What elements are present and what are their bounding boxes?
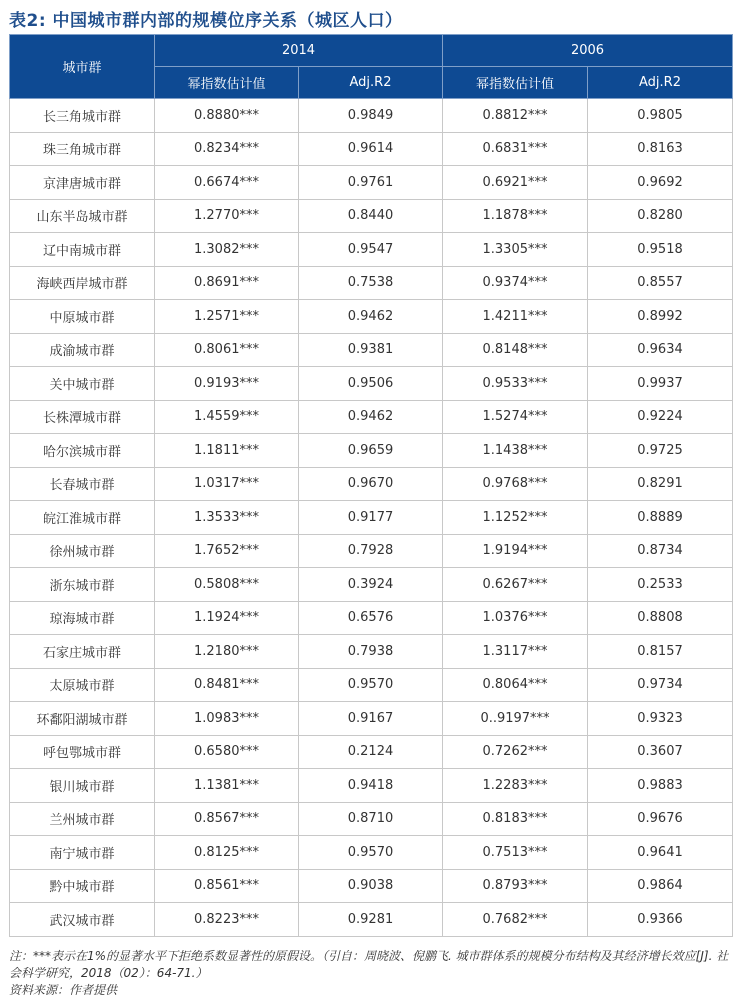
adjr2-2006-cell: 0.8291	[588, 467, 733, 501]
adjr2-2014-cell: 0.9670	[299, 467, 443, 501]
city-name-cell: 辽中南城市群	[10, 233, 155, 267]
table-row	[10, 300, 733, 334]
city-name-cell: 京津唐城市群	[10, 166, 155, 200]
adjr2-2014-cell: 0.9462	[299, 400, 443, 434]
exponent-2014-cell: 0.6674***	[155, 166, 299, 200]
adjr2-2014-cell: 0.9506	[299, 367, 443, 401]
exponent-2014-cell: 0.8561***	[155, 869, 299, 903]
source-note: 资料来源：作者提供	[9, 983, 118, 997]
adjr2-2006-cell: 0.8992	[588, 300, 733, 334]
adjr2-2006-cell: 0.8889	[588, 501, 733, 535]
adjr2-2014-cell: 0.9547	[299, 233, 443, 267]
adjr2-2014-cell: 0.9281	[299, 903, 443, 937]
adjr2-2014-cell: 0.7538	[299, 266, 443, 300]
exponent-2006-cell: 1.1438***	[443, 434, 588, 468]
adjr2-2006-cell: 0.9725	[588, 434, 733, 468]
adjr2-2014-cell: 0.8440	[299, 199, 443, 233]
exponent-2006-cell: 0..9197***	[443, 702, 588, 736]
exponent-2014-cell: 1.4559***	[155, 400, 299, 434]
city-name-cell: 南宁城市群	[10, 836, 155, 870]
city-name-cell: 银川城市群	[10, 769, 155, 803]
table-row	[10, 501, 733, 535]
exponent-2014-cell: 1.7652***	[155, 534, 299, 568]
adjr2-2014-cell: 0.9659	[299, 434, 443, 468]
table-row	[10, 199, 733, 233]
exponent-2006-cell: 1.2283***	[443, 769, 588, 803]
city-name-cell: 武汉城市群	[10, 903, 155, 937]
adjr2-2014-cell: 0.9038	[299, 869, 443, 903]
exponent-2006-cell: 0.8183***	[443, 802, 588, 836]
exponent-2014-cell: 0.8125***	[155, 836, 299, 870]
exponent-2006-cell: 0.6921***	[443, 166, 588, 200]
city-name-cell: 徐州城市群	[10, 534, 155, 568]
city-name-cell: 环鄱阳湖城市群	[10, 702, 155, 736]
adjr2-2006-cell: 0.9366	[588, 903, 733, 937]
city-name-cell: 长株潭城市群	[10, 400, 155, 434]
exponent-2006-cell: 0.9374***	[443, 266, 588, 300]
city-name-cell: 山东半岛城市群	[10, 199, 155, 233]
city-name-cell: 石家庄城市群	[10, 635, 155, 669]
exponent-2006-cell: 0.9533***	[443, 367, 588, 401]
adjr2-2006-cell: 0.8557	[588, 266, 733, 300]
header-adjr2-2006: Adj.R2	[588, 67, 733, 99]
exponent-2014-cell: 0.8234***	[155, 132, 299, 166]
table-row	[10, 99, 733, 133]
exponent-2014-cell: 0.8567***	[155, 802, 299, 836]
table-row	[10, 568, 733, 602]
exponent-2006-cell: 0.7682***	[443, 903, 588, 937]
exponent-2014-cell: 1.1924***	[155, 601, 299, 635]
exponent-2014-cell: 0.9193***	[155, 367, 299, 401]
exponent-2006-cell: 0.8793***	[443, 869, 588, 903]
exponent-2014-cell: 1.2770***	[155, 199, 299, 233]
exponent-2014-cell: 1.3533***	[155, 501, 299, 535]
table-row	[10, 266, 733, 300]
adjr2-2006-cell: 0.9864	[588, 869, 733, 903]
header-city-group: 城市群	[10, 35, 155, 99]
adjr2-2006-cell: 0.9224	[588, 400, 733, 434]
table-row	[10, 635, 733, 669]
adjr2-2006-cell: 0.9641	[588, 836, 733, 870]
footnote: 注：***表示在1%的显著水平下拒绝系数显著性的原假设。（引自：周晓波、倪鹏飞. 城市群体系的规模分布结构及其经济增长效应[J]. 社会科学研究，2018（02）：64-71.）	[9, 949, 729, 980]
adjr2-2006-cell: 0.8163	[588, 132, 733, 166]
exponent-2006-cell: 1.1252***	[443, 501, 588, 535]
exponent-2006-cell: 1.1878***	[443, 199, 588, 233]
adjr2-2014-cell: 0.9177	[299, 501, 443, 535]
exponent-2006-cell: 1.3305***	[443, 233, 588, 267]
adjr2-2006-cell: 0.3607	[588, 735, 733, 769]
adjr2-2014-cell: 0.9570	[299, 836, 443, 870]
adjr2-2006-cell: 0.8157	[588, 635, 733, 669]
city-name-cell: 成渝城市群	[10, 333, 155, 367]
table-row	[10, 668, 733, 702]
city-name-cell: 海峡西岸城市群	[10, 266, 155, 300]
adjr2-2014-cell: 0.7928	[299, 534, 443, 568]
adjr2-2014-cell: 0.8710	[299, 802, 443, 836]
adjr2-2006-cell: 0.8280	[588, 199, 733, 233]
exponent-2014-cell: 0.8061***	[155, 333, 299, 367]
header-exponent-2006: 幂指数估计值	[443, 67, 588, 99]
adjr2-2014-cell: 0.9418	[299, 769, 443, 803]
table-row	[10, 601, 733, 635]
table-title: 表2: 中国城市群内部的规模位序关系（城区人口）	[9, 11, 403, 31]
adjr2-2014-cell: 0.6576	[299, 601, 443, 635]
header-adjr2-2014: Adj.R2	[299, 67, 443, 99]
table-row	[10, 903, 733, 937]
adjr2-2006-cell: 0.9676	[588, 802, 733, 836]
exponent-2014-cell: 1.1811***	[155, 434, 299, 468]
adjr2-2006-cell: 0.9323	[588, 702, 733, 736]
city-name-cell: 浙东城市群	[10, 568, 155, 602]
city-name-cell: 呼包鄂城市群	[10, 735, 155, 769]
table-row	[10, 869, 733, 903]
adjr2-2006-cell: 0.9937	[588, 367, 733, 401]
table-row	[10, 367, 733, 401]
table-row	[10, 534, 733, 568]
city-name-cell: 黔中城市群	[10, 869, 155, 903]
table-row	[10, 802, 733, 836]
adjr2-2014-cell: 0.9381	[299, 333, 443, 367]
exponent-2014-cell: 0.8481***	[155, 668, 299, 702]
city-name-cell: 兰州城市群	[10, 802, 155, 836]
exponent-2014-cell: 0.8880***	[155, 99, 299, 133]
exponent-2014-cell: 0.6580***	[155, 735, 299, 769]
city-name-cell: 太原城市群	[10, 668, 155, 702]
adjr2-2006-cell: 0.9805	[588, 99, 733, 133]
exponent-2006-cell: 1.0376***	[443, 601, 588, 635]
adjr2-2006-cell: 0.2533	[588, 568, 733, 602]
table-row	[10, 467, 733, 501]
exponent-2014-cell: 1.3082***	[155, 233, 299, 267]
exponent-2014-cell: 0.8223***	[155, 903, 299, 937]
adjr2-2014-cell: 0.2124	[299, 735, 443, 769]
city-name-cell: 皖江淮城市群	[10, 501, 155, 535]
table-body	[10, 99, 733, 937]
city-name-cell: 中原城市群	[10, 300, 155, 334]
adjr2-2014-cell: 0.9761	[299, 166, 443, 200]
table-row	[10, 836, 733, 870]
exponent-2006-cell: 0.7513***	[443, 836, 588, 870]
adjr2-2014-cell: 0.9849	[299, 99, 443, 133]
table-row	[10, 702, 733, 736]
exponent-2006-cell: 1.5274***	[443, 400, 588, 434]
table-row	[10, 434, 733, 468]
exponent-2006-cell: 1.4211***	[443, 300, 588, 334]
adjr2-2006-cell: 0.9634	[588, 333, 733, 367]
exponent-2006-cell: 0.8812***	[443, 99, 588, 133]
adjr2-2014-cell: 0.9614	[299, 132, 443, 166]
adjr2-2006-cell: 0.8734	[588, 534, 733, 568]
exponent-2014-cell: 1.2180***	[155, 635, 299, 669]
table-header	[10, 35, 733, 99]
table-row	[10, 166, 733, 200]
exponent-2006-cell: 1.9194***	[443, 534, 588, 568]
exponent-2006-cell: 0.9768***	[443, 467, 588, 501]
adjr2-2006-cell: 0.9692	[588, 166, 733, 200]
exponent-2014-cell: 1.0983***	[155, 702, 299, 736]
data-table	[9, 34, 733, 937]
adjr2-2006-cell: 0.8808	[588, 601, 733, 635]
city-name-cell: 琼海城市群	[10, 601, 155, 635]
exponent-2006-cell: 0.6831***	[443, 132, 588, 166]
exponent-2014-cell: 1.1381***	[155, 769, 299, 803]
city-name-cell: 关中城市群	[10, 367, 155, 401]
city-name-cell: 长三角城市群	[10, 99, 155, 133]
adjr2-2014-cell: 0.3924	[299, 568, 443, 602]
exponent-2006-cell: 0.7262***	[443, 735, 588, 769]
adjr2-2006-cell: 0.9734	[588, 668, 733, 702]
exponent-2006-cell: 1.3117***	[443, 635, 588, 669]
table-row	[10, 400, 733, 434]
exponent-2006-cell: 0.6267***	[443, 568, 588, 602]
exponent-2006-cell: 0.8064***	[443, 668, 588, 702]
header-year-2006: 2006	[443, 35, 733, 67]
adjr2-2014-cell: 0.9570	[299, 668, 443, 702]
adjr2-2014-cell: 0.9462	[299, 300, 443, 334]
adjr2-2006-cell: 0.9883	[588, 769, 733, 803]
adjr2-2006-cell: 0.9518	[588, 233, 733, 267]
table-row	[10, 233, 733, 267]
city-name-cell: 珠三角城市群	[10, 132, 155, 166]
exponent-2006-cell: 0.8148***	[443, 333, 588, 367]
table-row	[10, 735, 733, 769]
header-exponent-2014: 幂指数估计值	[155, 67, 299, 99]
header-year-2014: 2014	[155, 35, 443, 67]
exponent-2014-cell: 0.8691***	[155, 266, 299, 300]
table-row	[10, 333, 733, 367]
exponent-2014-cell: 1.0317***	[155, 467, 299, 501]
exponent-2014-cell: 0.5808***	[155, 568, 299, 602]
adjr2-2014-cell: 0.7938	[299, 635, 443, 669]
table-row	[10, 769, 733, 803]
exponent-2014-cell: 1.2571***	[155, 300, 299, 334]
adjr2-2014-cell: 0.9167	[299, 702, 443, 736]
city-name-cell: 哈尔滨城市群	[10, 434, 155, 468]
table-row	[10, 132, 733, 166]
city-name-cell: 长春城市群	[10, 467, 155, 501]
